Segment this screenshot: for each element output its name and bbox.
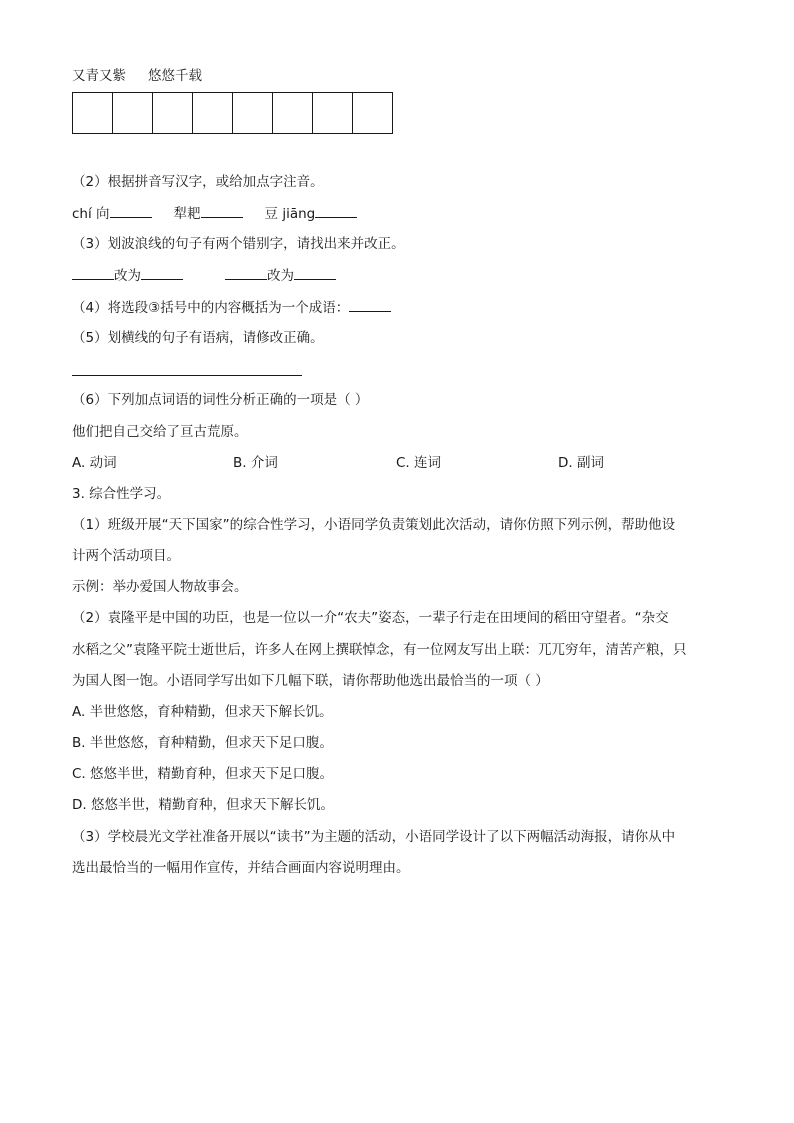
word-2: 悠悠千载 — [148, 68, 202, 84]
q2-sub3-prompt: （3）划波浪线的句子有两个错别字，请找出来并改正。 — [72, 236, 405, 252]
q3-sub2-line3: 为国人图一饱。小语同学写出如下几幅下联，请你帮助他选出最恰当的一项（ ） — [72, 673, 549, 689]
q2-sub4-prompt: （4）将选段③括号中的内容概括为一个成语： — [72, 300, 350, 316]
answer-blank[interactable] — [72, 265, 114, 280]
grid-cell[interactable] — [193, 92, 233, 134]
grid-cell[interactable] — [313, 92, 353, 134]
correction-row — [72, 265, 336, 286]
q3-option-b[interactable]: B. 半世悠悠，育种精勤，但求天下足口腹。 — [72, 735, 333, 751]
change-to-label-1: 改为 — [114, 268, 141, 284]
q2-sub6-prompt: （6）下列加点词语的词性分析正确的一项是（ ） — [72, 392, 369, 408]
q3-sub3-line1: （3）学校晨光文学社准备开展以“读书”为主题的活动，小语同学设计了以下两幅活动海报，请你从中 — [72, 829, 676, 845]
answer-blank[interactable] — [315, 203, 357, 218]
option-b[interactable]: B. 介词 — [233, 455, 278, 471]
grid-cell[interactable] — [353, 92, 393, 134]
grid-cell[interactable] — [153, 92, 193, 134]
pinyin-row — [72, 203, 357, 224]
answer-blank[interactable] — [349, 297, 391, 312]
option-c[interactable]: C. 连词 — [396, 455, 442, 471]
q2-sub5-prompt: （5）划横线的句子有语病，请修改正确。 — [72, 330, 324, 346]
answer-blank[interactable] — [110, 203, 152, 218]
option-d[interactable]: D. 副词 — [558, 455, 604, 471]
pinyin-item-1: chí 向 — [72, 206, 110, 222]
q2-sub6-sentence: 他们把自己交给了亘古荒原。 — [72, 424, 248, 440]
q3-sub1-example: 示例：举办爱国人物故事会。 — [72, 579, 248, 595]
answer-blank[interactable] — [225, 265, 267, 280]
pinyin-item-3: 豆 jiāng — [264, 206, 316, 222]
word-1: 又青又紫 — [72, 68, 126, 84]
writing-grid[interactable] — [72, 92, 393, 134]
q3-sub1-line2: 计两个活动项目。 — [72, 548, 180, 564]
q3-option-c[interactable]: C. 悠悠半世，精勤育种，但求天下足口腹。 — [72, 766, 334, 782]
q2-sub2-prompt: （2）根据拼音写汉字，或给加点字注音。 — [72, 174, 324, 190]
grid-cell[interactable] — [113, 92, 153, 134]
grid-cell[interactable] — [73, 92, 113, 134]
q3-sub1-line1: （1）班级开展“天下国家”的综合性学习，小语同学负责策划此次活动，请你仿照下列示例，帮助他设 — [72, 517, 676, 533]
answer-blank[interactable] — [294, 265, 336, 280]
change-to-label-2: 改为 — [267, 268, 294, 284]
q3-sub3-line2: 选出最恰当的一幅用作宣传，并结合画面内容说明理由。 — [72, 860, 410, 876]
grid-cell[interactable] — [233, 92, 273, 134]
option-a[interactable]: A. 动词 — [72, 455, 117, 471]
q2-sub4-row — [72, 297, 391, 318]
header-words — [72, 66, 202, 86]
answer-blank[interactable] — [141, 265, 183, 280]
grid-cell[interactable] — [273, 92, 313, 134]
q3-option-d[interactable]: D. 悠悠半世，精勤育种，但求天下解长饥。 — [72, 797, 334, 813]
q3-title: 3. 综合性学习。 — [72, 486, 171, 502]
pinyin-item-2: 犁耙 — [173, 206, 201, 222]
q3-sub2-line2: 水稻之父”袁隆平院士逝世后，许多人在网上撰联悼念，有一位网友写出上联：兀兀穷年，清苦产粮，只 — [72, 642, 687, 658]
answer-blank[interactable] — [201, 203, 243, 218]
q3-sub2-line1: （2）袁隆平是中国的功臣，也是一位以一介“农夫”姿态，一辈子行走在田埂间的稻田守望者。“杂交 — [72, 610, 669, 626]
answer-line[interactable] — [72, 375, 302, 376]
q3-option-a[interactable]: A. 半世悠悠，育种精勤，但求天下解长饥。 — [72, 704, 333, 720]
